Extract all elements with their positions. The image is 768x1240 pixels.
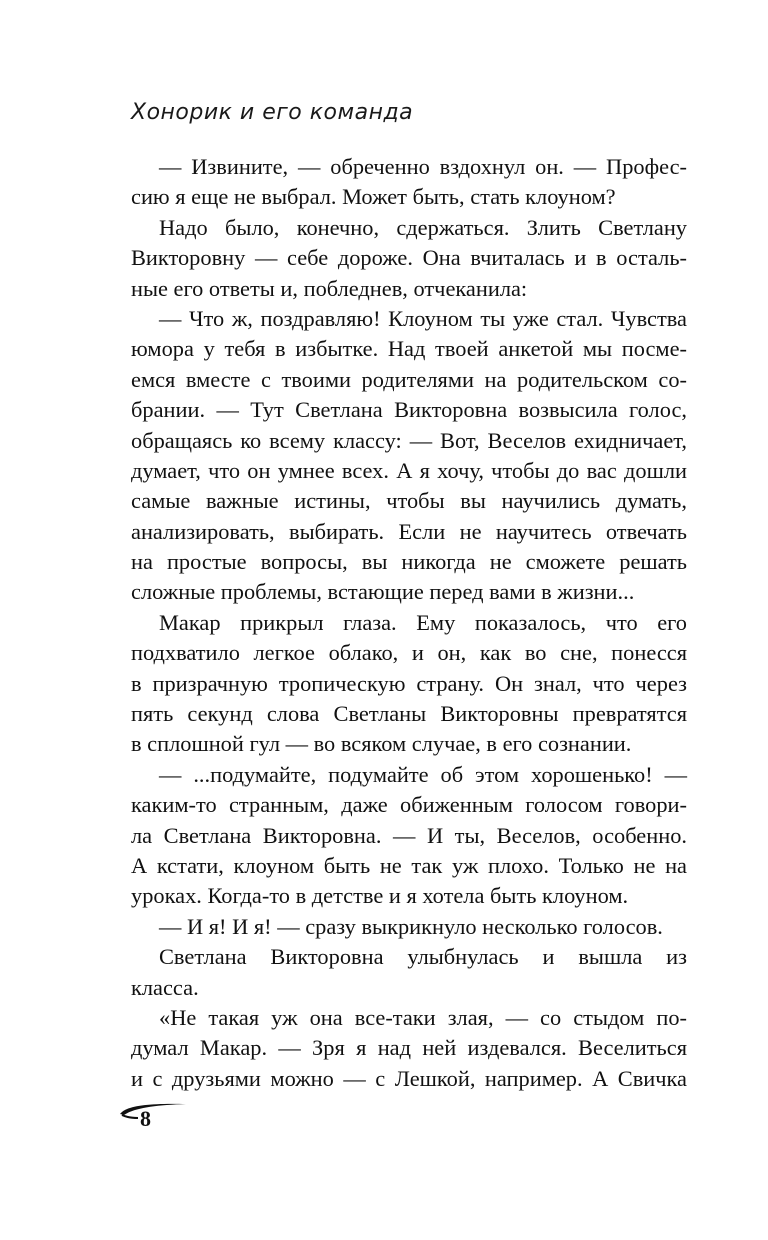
text-line: — И я! И я! — сразу выкрикнуло несколько голосов. bbox=[159, 913, 663, 939]
text-line: пять секунд слова Светланы Викторовны превратятся bbox=[131, 701, 687, 727]
text-line: ла Светлана Викторовна. — И ты, Веселов, особенно. bbox=[131, 822, 687, 848]
text-line: Викторовну — себе дороже. Она вчиталась и в осталь- bbox=[131, 245, 687, 271]
text-line: класса. bbox=[131, 974, 199, 1000]
text-line: в сплошной гул — во всяком случае, в его сознании. bbox=[131, 731, 632, 757]
text-line: — Что ж, поздравляю! Клоуном ты уже стал. Чувства bbox=[159, 305, 687, 331]
text-line: юмора у тебя в избытке. Над твоей анкетой мы посме- bbox=[131, 336, 687, 362]
text-line: каким-то странным, даже обиженным голосом говори- bbox=[131, 792, 687, 818]
text-line: Светлана Викторовна улыбнулась и вышла из bbox=[159, 944, 687, 970]
page-number: 8 bbox=[140, 1106, 151, 1131]
text-line: думает, что он умнее всех. А я хочу, чтобы до вас дошли bbox=[131, 457, 687, 483]
running-head: Хонорик и его команда bbox=[131, 100, 414, 125]
text-line: Макар прикрыл глаза. Ему показалось, что его bbox=[159, 609, 687, 635]
text-line: в призрачную тропическую страну. Он знал, что через bbox=[131, 670, 687, 696]
text-line: брании. — Тут Светлана Викторовна возвысила голос, bbox=[131, 397, 687, 423]
text-line: подхватило легкое облако, и он, как во сне, понесся bbox=[131, 640, 687, 666]
text-line: — Извините, — обреченно вздохнул он. — Профес- bbox=[159, 154, 687, 179]
text-line: Надо было, конечно, сдержаться. Злить Светлану bbox=[159, 214, 687, 240]
text-line: сию я еще не выбрал. Может быть, стать клоуном? bbox=[131, 184, 616, 210]
text-line: думал Макар. — Зря я над ней издевался. Веселиться bbox=[131, 1035, 687, 1061]
text-line: емся вместе с твоими родителями на родительском со- bbox=[131, 366, 687, 392]
body-text bbox=[131, 152, 687, 1094]
text-line: «Не такая уж она все-таки злая, — со стыдом по- bbox=[159, 1004, 687, 1030]
page-folio bbox=[116, 1100, 196, 1136]
text-line: уроках. Когда-то в детстве и я хотела быть клоуном. bbox=[131, 883, 629, 909]
text-line: — ...подумайте, подумайте об этом хорошенько! — bbox=[159, 761, 687, 787]
text-line: самые важные истины, чтобы вы научились думать, bbox=[131, 488, 687, 514]
text-line: обращаясь ко всему классу: — Вот, Веселов ехидничает, bbox=[131, 427, 687, 453]
swash-ornament-icon bbox=[116, 1100, 196, 1120]
text-line: А кстати, клоуном быть не так уж плохо. Только не на bbox=[131, 852, 687, 878]
text-line: ные его ответы и, побледнев, отчеканила: bbox=[131, 275, 528, 301]
text-line: анализировать, выбирать. Если не научитесь отвечать bbox=[131, 518, 687, 544]
text-line: сложные проблемы, встающие перед вами в жизни... bbox=[131, 579, 635, 605]
text-line: и с друзьями можно — с Лешкой, например. А Свичка bbox=[131, 1065, 687, 1091]
text-line: на простые вопросы, вы никогда не сможете решать bbox=[131, 549, 687, 575]
